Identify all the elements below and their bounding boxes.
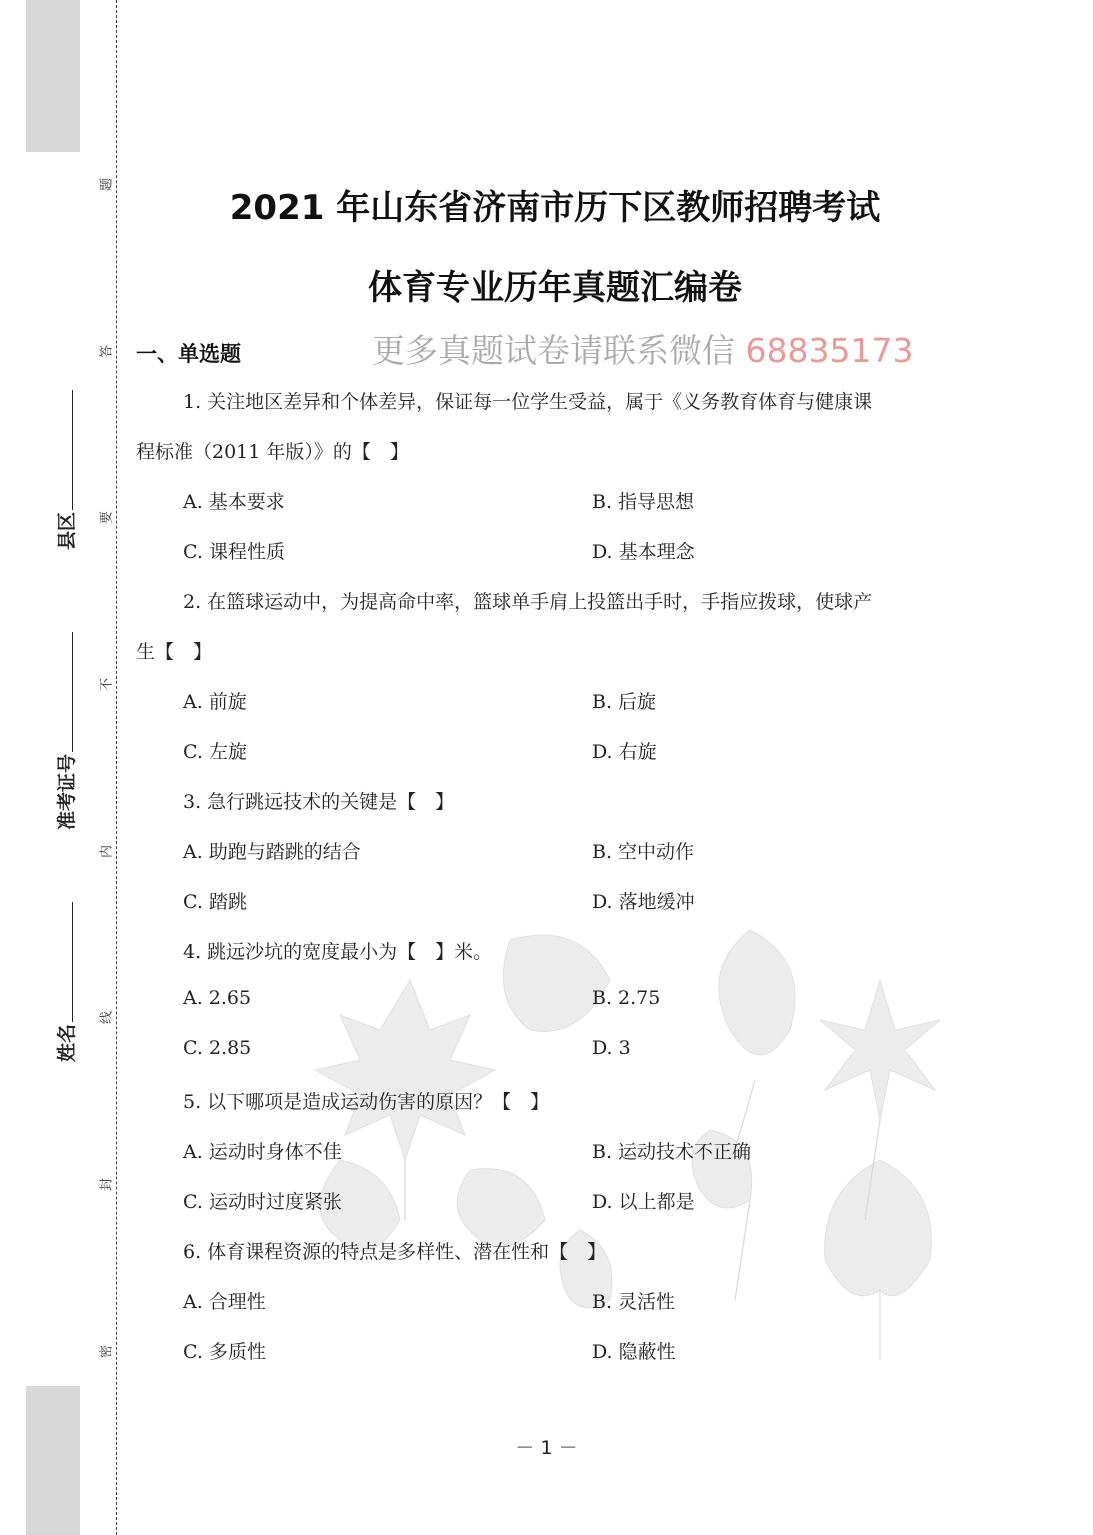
question-1-option-a[interactable]: A. 基本要求 bbox=[183, 491, 285, 513]
question-3-stem: 3. 急行跳远技术的关键是【 】 bbox=[183, 791, 455, 813]
watermark-number: 68835173 bbox=[745, 331, 914, 370]
watermark-text: 更多真题试卷请联系微信 bbox=[372, 331, 746, 370]
question-2-option-b[interactable]: B. 后旋 bbox=[592, 691, 657, 713]
question-6-option-c[interactable]: C. 多质性 bbox=[183, 1341, 266, 1363]
county-blank[interactable] bbox=[72, 390, 73, 510]
question-1-stem: 1. 关注地区差异和个体差异，保证每一位学生受益，属于《义务教育体育与健康课 bbox=[183, 391, 873, 413]
question-5-option-d[interactable]: D. 以上都是 bbox=[592, 1191, 695, 1213]
question-4-stem: 4. 跳远沙坑的宽度最小为【 】米。 bbox=[183, 941, 493, 963]
county-field[interactable] bbox=[52, 390, 79, 550]
binding-strip-bottom bbox=[26, 1386, 80, 1535]
county-label: 县区 bbox=[56, 511, 78, 550]
name-label: 姓名 bbox=[56, 1023, 78, 1062]
question-1-option-c[interactable]: C. 课程性质 bbox=[183, 541, 285, 563]
question-2-stem: 2. 在篮球运动中，为提高命中率，篮球单手肩上投篮出手时，手指应拨球，使球产 bbox=[183, 591, 873, 613]
question-2-option-a[interactable]: A. 前旋 bbox=[183, 691, 247, 713]
section-heading: 一、单选题 bbox=[136, 342, 241, 366]
seal-char: 答 bbox=[99, 345, 115, 359]
question-1-option-b[interactable]: B. 指导思想 bbox=[592, 491, 695, 513]
question-2-option-c[interactable]: C. 左旋 bbox=[183, 741, 247, 763]
page-number: － 1 － bbox=[515, 1437, 578, 1459]
question-4-option-c[interactable]: C. 2.85 bbox=[183, 1037, 252, 1059]
question-5-option-b[interactable]: B. 运动技术不正确 bbox=[592, 1141, 752, 1163]
contact-watermark bbox=[372, 325, 913, 372]
name-blank[interactable] bbox=[72, 902, 73, 1022]
ticket-field[interactable] bbox=[52, 632, 79, 830]
question-4-option-b[interactable]: B. 2.75 bbox=[592, 987, 661, 1009]
question-2-option-d[interactable]: D. 右旋 bbox=[592, 741, 657, 763]
question-2-stem-cont: 生【 】 bbox=[136, 641, 213, 663]
seal-char: 密 bbox=[99, 1345, 115, 1359]
seal-char: 封 bbox=[99, 1178, 115, 1192]
question-5-stem: 5. 以下哪项是造成运动伤害的原因？【 】 bbox=[183, 1091, 550, 1113]
question-3-option-d[interactable]: D. 落地缓冲 bbox=[592, 891, 695, 913]
question-3-option-c[interactable]: C. 踏跳 bbox=[183, 891, 247, 913]
question-1-option-d[interactable]: D. 基本理念 bbox=[592, 541, 695, 563]
question-6-option-a[interactable]: A. 合理性 bbox=[183, 1291, 266, 1313]
seal-char: 不 bbox=[99, 678, 115, 692]
exam-subtitle: 体育专业历年真题汇编卷 bbox=[368, 268, 742, 308]
seal-char: 内 bbox=[99, 845, 115, 859]
seal-char: 要 bbox=[99, 511, 115, 525]
question-1-stem-cont: 程标准（2011 年版）》的【 】 bbox=[136, 441, 409, 463]
exam-title: 2021 年山东省济南市历下区教师招聘考试 bbox=[229, 188, 881, 228]
ticket-blank[interactable] bbox=[72, 632, 73, 752]
question-5-option-c[interactable]: C. 运动时过度紧张 bbox=[183, 1191, 342, 1213]
name-field[interactable] bbox=[52, 902, 79, 1062]
question-3-option-b[interactable]: B. 空中动作 bbox=[592, 841, 695, 863]
cut-line bbox=[116, 0, 117, 1535]
question-4-option-d[interactable]: D. 3 bbox=[592, 1037, 631, 1059]
question-6-stem: 6. 体育课程资源的特点是多样性、潜在性和【 】 bbox=[183, 1241, 607, 1263]
binding-strip-top bbox=[26, 0, 80, 152]
question-6-option-b[interactable]: B. 灵活性 bbox=[592, 1291, 676, 1313]
seal-char: 线 bbox=[99, 1011, 115, 1025]
question-5-option-a[interactable]: A. 运动时身体不佳 bbox=[183, 1141, 342, 1163]
question-6-option-d[interactable]: D. 隐蔽性 bbox=[592, 1341, 676, 1363]
question-4-option-a[interactable]: A. 2.65 bbox=[183, 987, 252, 1009]
seal-char: 题 bbox=[99, 178, 115, 192]
ticket-label: 准考证号 bbox=[56, 753, 78, 830]
question-3-option-a[interactable]: A. 助跑与踏跳的结合 bbox=[183, 841, 361, 863]
